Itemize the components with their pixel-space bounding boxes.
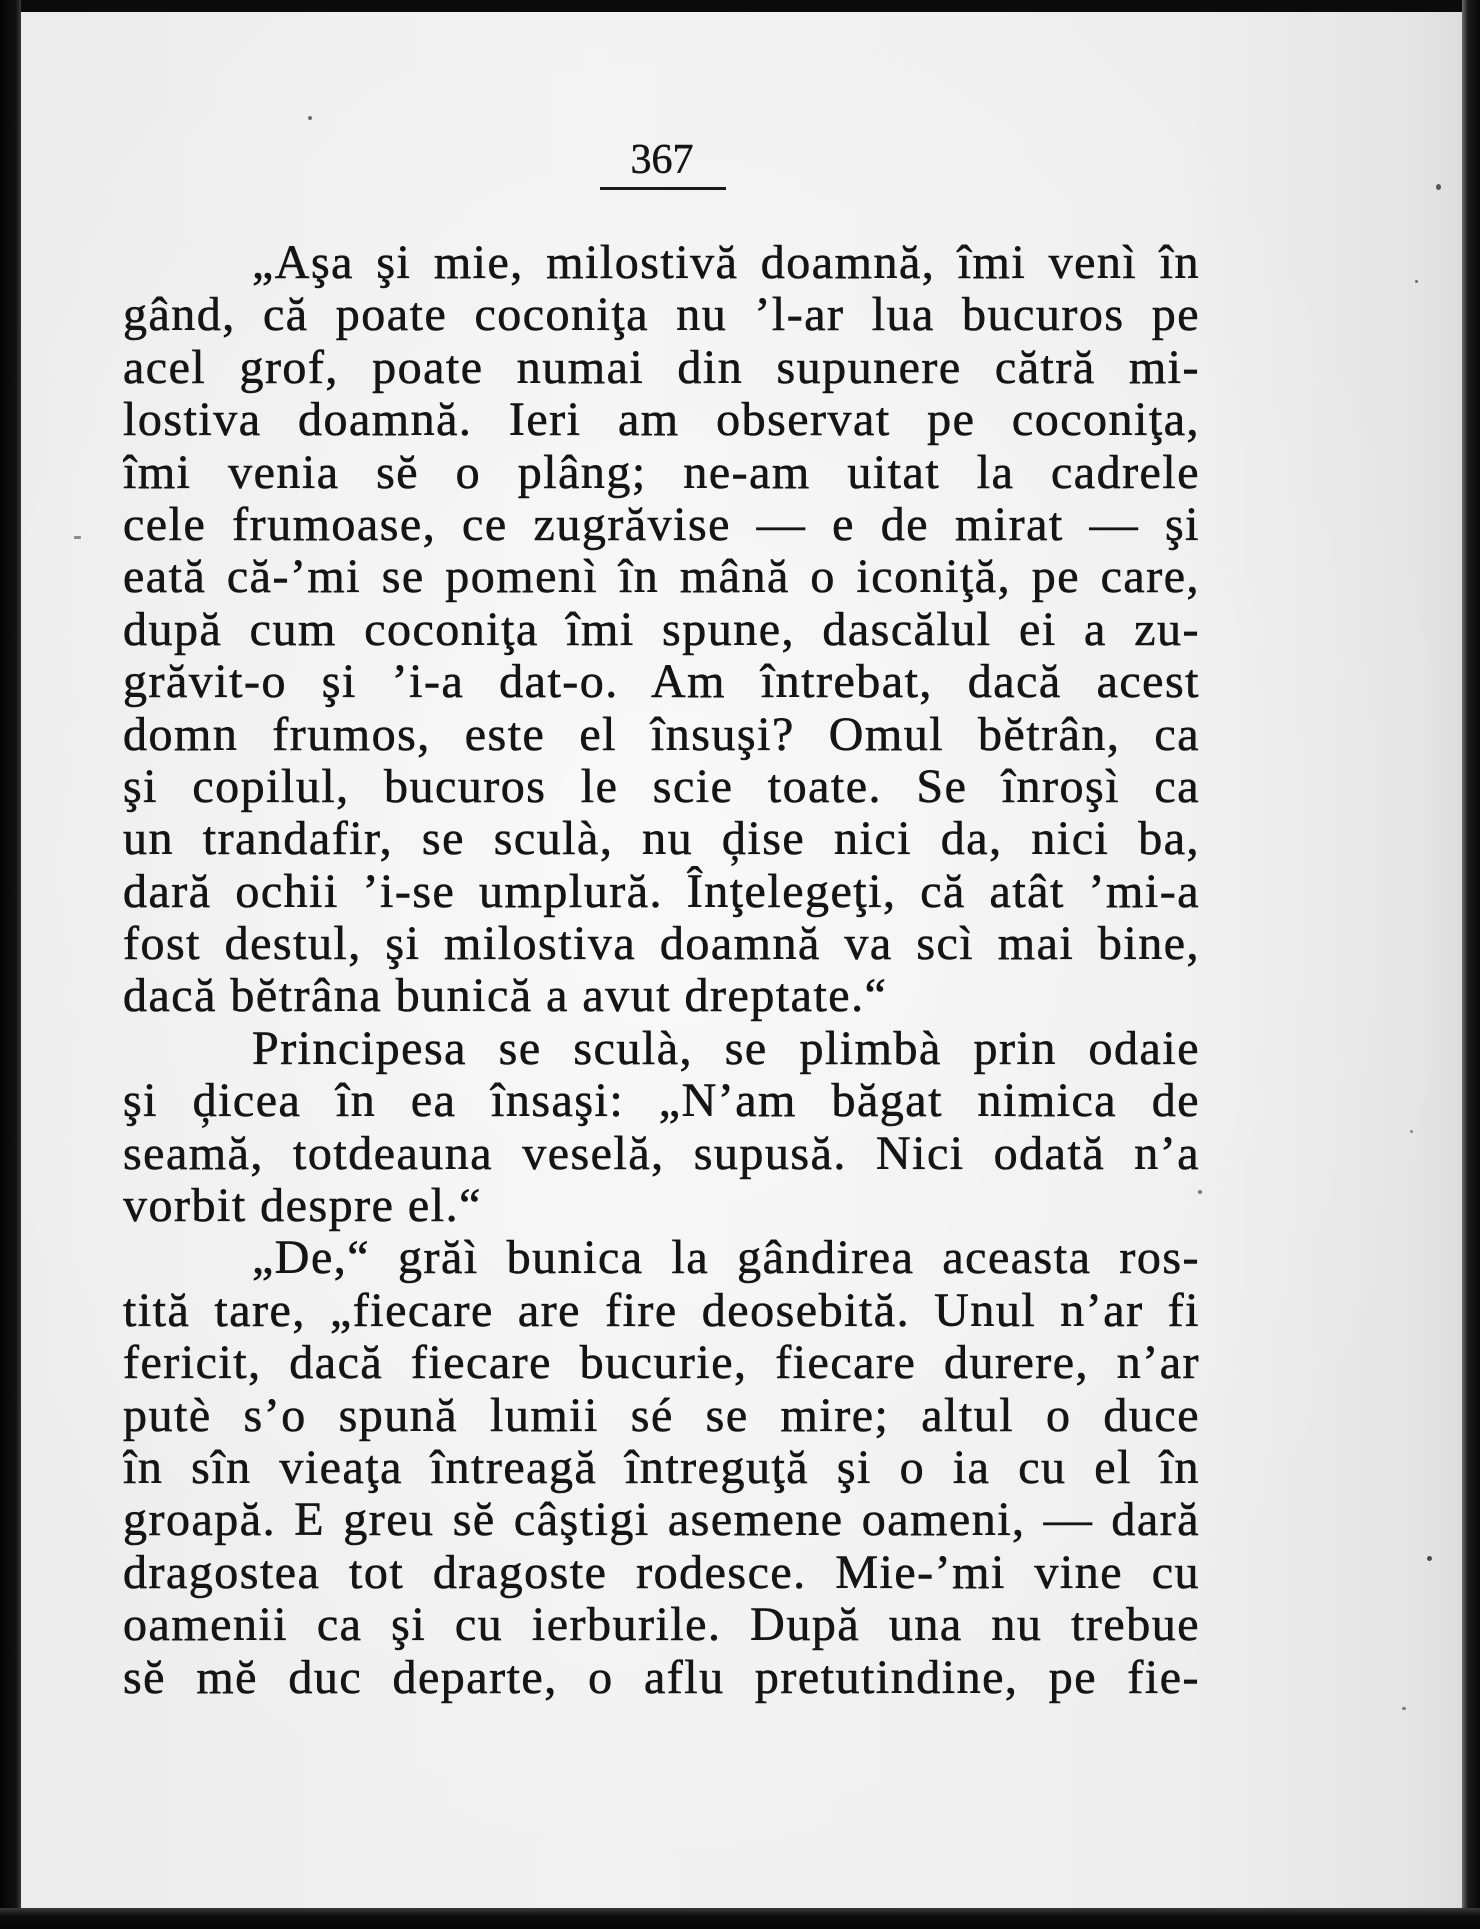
text-line: „Aşa şi mie, milostivă doamnă, îmi venì în: [252, 237, 1200, 289]
text-line: şi copilul, bucuros le scie toate. Se înroşì ca: [123, 760, 1200, 813]
text-line: fericit, dacă fiecare bucurie, fiecare durere, n’ar: [123, 1337, 1200, 1390]
ink-speck: [1436, 184, 1441, 190]
paragraph: [123, 1232, 1200, 1704]
ink-speck: [1410, 1130, 1413, 1133]
body-text: [123, 237, 1200, 1704]
text-line: lostiva doamnă. Ieri am observat pe coconiţa,: [123, 394, 1200, 447]
text-line: grăvit-o şi ’i-a dat-o. Am întrebat, dacă acest: [123, 656, 1200, 709]
ink-speck: [74, 536, 81, 539]
text-line: vorbit despre el.“: [123, 1180, 482, 1233]
text-line: domn frumos, este el însuşi? Omul bĕtrân, ca: [123, 708, 1200, 761]
text-line: gând, că poate coconiţa nu ’l-ar lua bucuros pe: [123, 289, 1200, 342]
text-line: oamenii ca şi cu ierburile. După una nu trebue: [123, 1599, 1200, 1652]
text-line: acel grof, poate numai din supunere cătră mi-: [123, 341, 1200, 394]
text-line: în sîn vieaţa întreagă întreguţă şi o ia cu el în: [123, 1441, 1200, 1494]
paragraph: [123, 237, 1200, 1023]
scan-border-bottom: [0, 1908, 1480, 1929]
ink-speck: [308, 116, 312, 120]
text-line: sĕ mĕ duc departe, o aflu pretutindine, pe fie-: [123, 1651, 1200, 1704]
text-line: „De,“ grăì bunica la gândirea aceasta ros-: [252, 1232, 1200, 1285]
text-line: cele frumoase, ce zugrăvise — e de mirat — şi: [123, 498, 1200, 551]
text-line: tită tare, „fiecare are fire deosebită. Unul n’ar fi: [123, 1284, 1200, 1337]
text-line: şi ḑicea în ea însaşi: „N’am băgat nimica de: [123, 1075, 1200, 1128]
text-line: groapă. E greu sĕ câştigi asemene oameni, — dară: [123, 1494, 1200, 1547]
scan-border-top: [0, 0, 1480, 12]
text-line: eată că-’mi se pomenì în mână o iconiţă, pe care,: [123, 551, 1200, 604]
scan-border-left: [0, 0, 21, 1929]
ink-speck: [1415, 280, 1418, 283]
ink-speck: [1402, 1707, 1406, 1710]
text-line: îmi venia sĕ o plâng; ne-am uitat la cadrele: [123, 446, 1200, 499]
text-line: putè s’o spună lumii sé se mire; altul o duce: [123, 1389, 1200, 1442]
text-line: un trandafir, se sculà, nu ḑise nici da, nici ba,: [123, 813, 1200, 866]
ink-speck: [1427, 1556, 1432, 1561]
text-line: Principesa se sculà, se plimbà prin odaie: [252, 1022, 1200, 1075]
page-number-rule: [600, 187, 726, 190]
text-line: după cum coconiţa îmi spune, dascălul ei a zu-: [123, 603, 1200, 656]
page-number: 367: [630, 137, 694, 183]
scan-border-right: [1462, 0, 1480, 1929]
paragraph: [123, 1023, 1200, 1233]
text-line: dacă bĕtrâna bunică a avut dreptate.“: [123, 970, 888, 1023]
text-line: dragostea tot dragoste rodesce. Mie-’mi vine cu: [123, 1546, 1200, 1599]
text-line: seamă, totdeauna veselă, supusă. Nici odată n’a: [123, 1127, 1200, 1180]
text-line: fost destul, şi milostiva doamnă va scì mai bine,: [123, 918, 1200, 971]
text-line: dară ochii ’i-se umplură. Înţelegeţi, că atât ’mi-a: [123, 865, 1200, 918]
